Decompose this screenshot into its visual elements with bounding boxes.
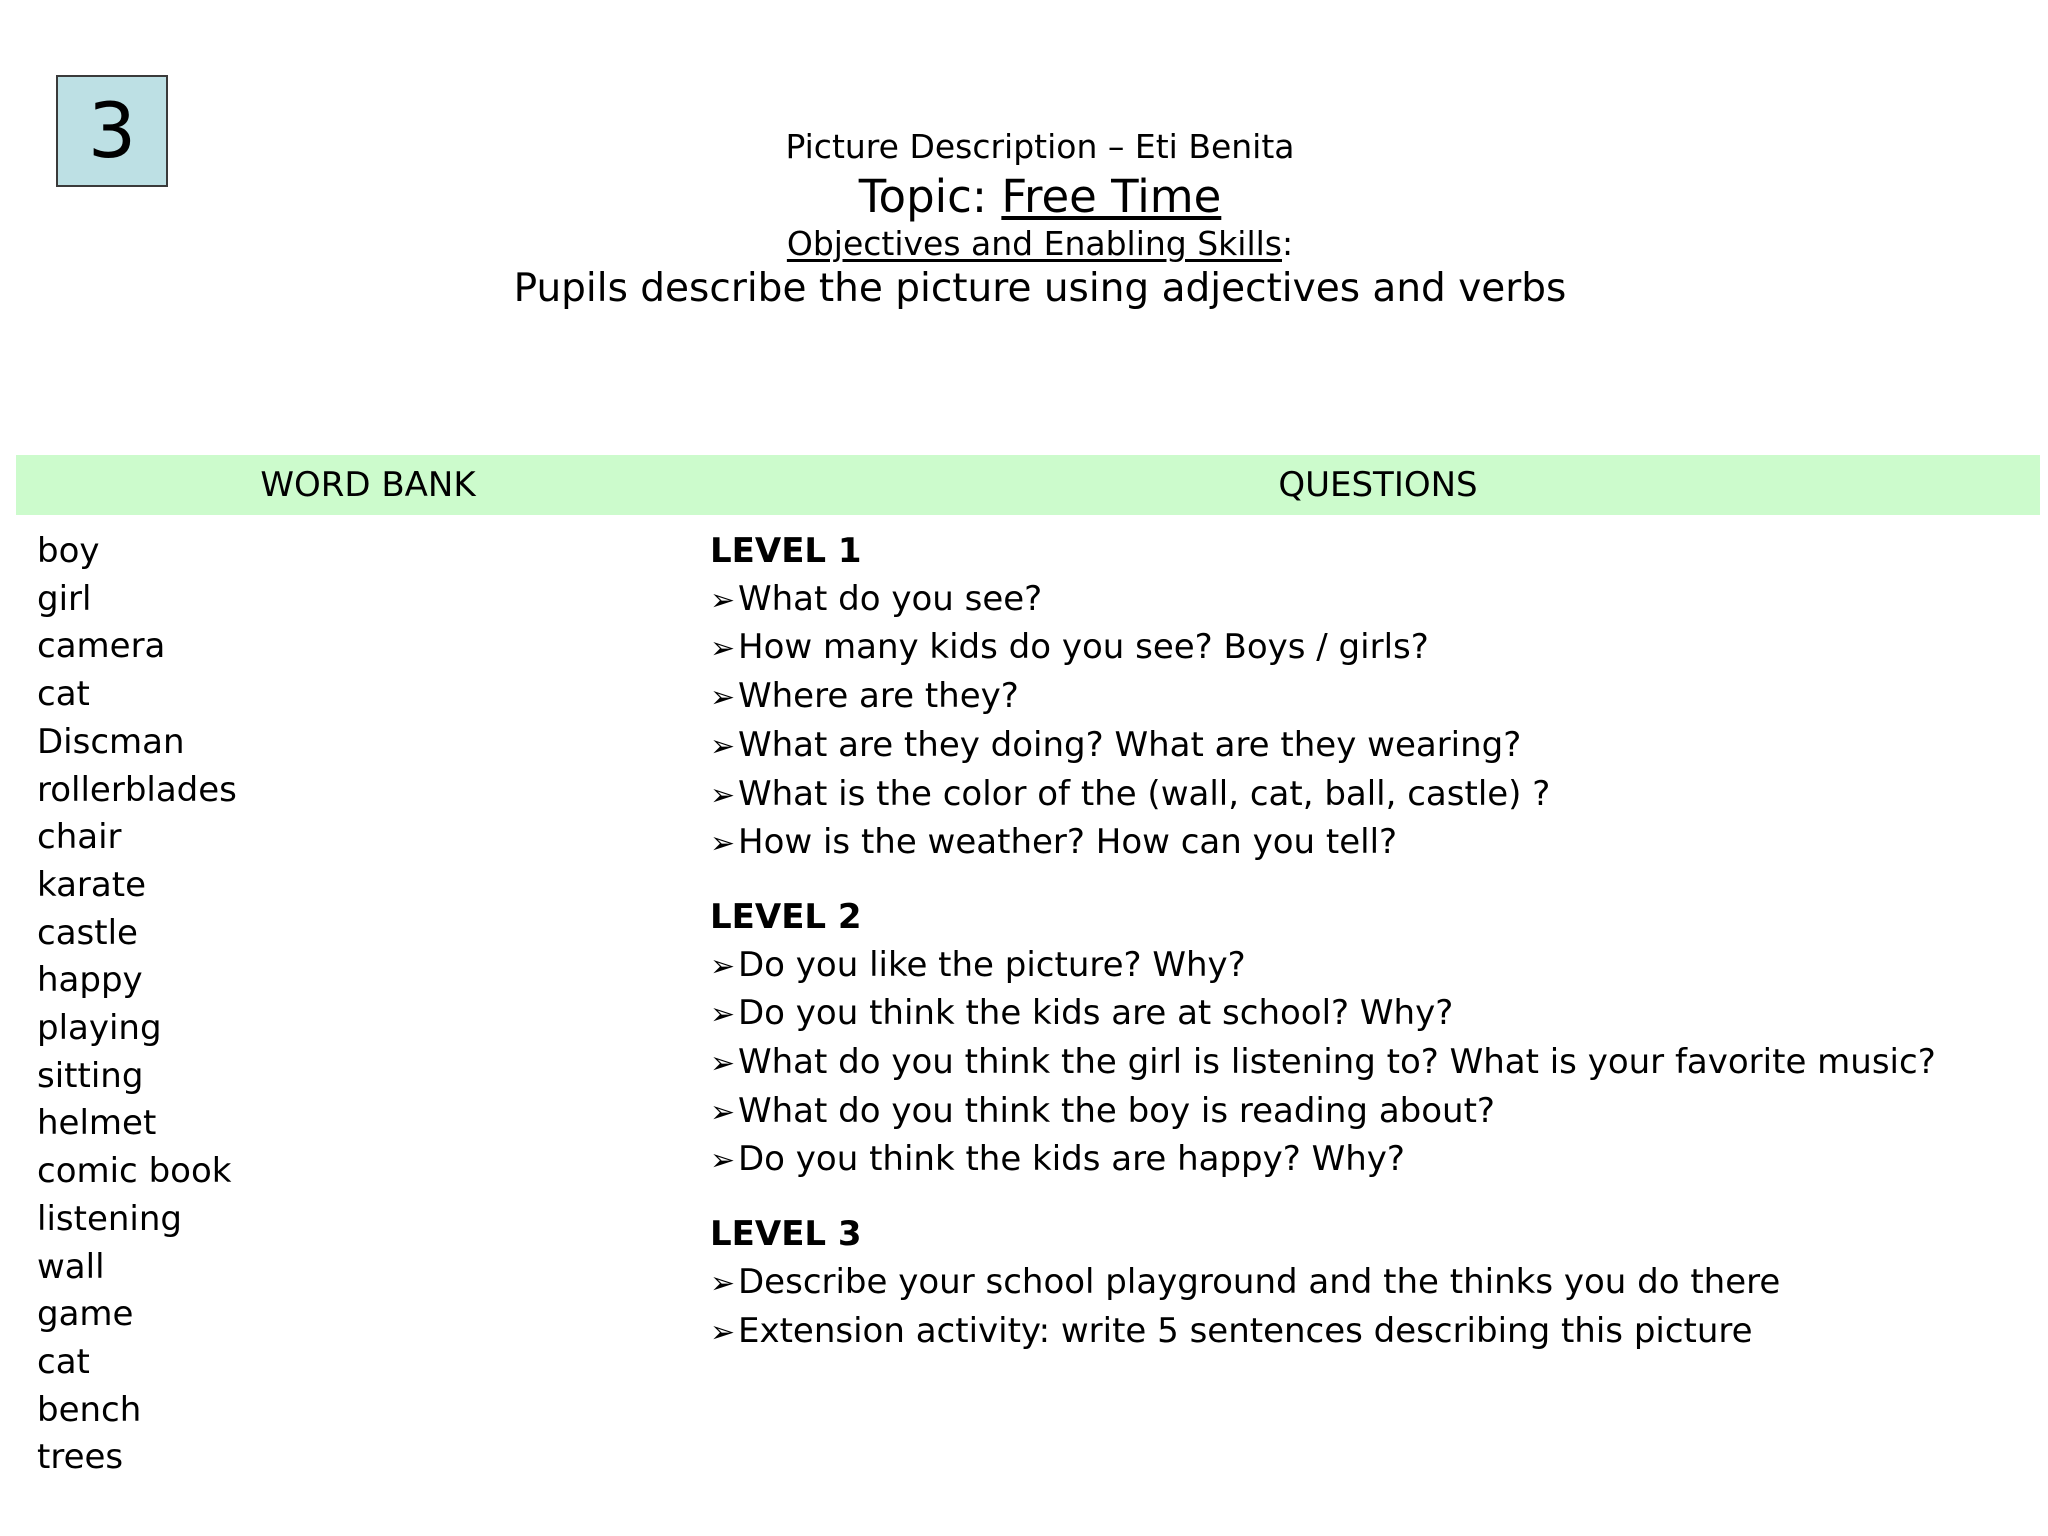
- question-item: ➢ How is the weather? How can you tell?: [710, 819, 1936, 868]
- document-title: Picture Description – Eti Benita: [785, 127, 1295, 166]
- word-bank-item: bench: [37, 1389, 142, 1430]
- level-spacer: [710, 868, 1936, 894]
- arrowhead-bullet-icon: ➢: [710, 582, 736, 618]
- word-bank-heading: WORD BANK: [260, 465, 476, 505]
- question-item: ➢ Describe your school playground and the thinks you do there: [710, 1259, 1936, 1308]
- topic-line: [16, 170, 2048, 223]
- word-bank-item: rollerblades: [37, 769, 237, 810]
- question-item: ➢ What do you see?: [710, 576, 1936, 625]
- word-bank-item: listening: [37, 1198, 182, 1239]
- question-item: ➢ Extension activity: write 5 sentences describing this picture: [710, 1308, 1936, 1357]
- arrowhead-bullet-icon: ➢: [710, 1314, 736, 1350]
- question-item: ➢ What is the color of the (wall, cat, ball, castle) ?: [710, 771, 1936, 820]
- arrowhead-bullet-icon: ➢: [710, 728, 736, 764]
- question-item: ➢ What are they doing? What are they wearing?: [710, 722, 1936, 771]
- word-bank-item: helmet: [37, 1103, 157, 1144]
- level-spacer: [710, 1185, 1936, 1211]
- level-1-title: LEVEL 1: [710, 531, 862, 571]
- arrowhead-bullet-icon: ➢: [710, 631, 736, 667]
- topic-value: Free Time: [1001, 170, 1222, 223]
- word-bank-item: Discman: [37, 721, 185, 762]
- arrowhead-bullet-icon: ➢: [710, 777, 736, 813]
- objectives-label: Objectives and Enabling Skills: [786, 224, 1282, 263]
- word-bank-item: happy: [37, 960, 143, 1001]
- word-bank-item: chair: [37, 817, 122, 858]
- question-item: ➢ Do you like the picture? Why?: [710, 942, 1936, 991]
- section-header-band: [16, 455, 2040, 515]
- topic-label: Topic:: [858, 170, 1002, 223]
- word-bank-item: camera: [37, 626, 166, 667]
- objective-text: Pupils describe the picture using adjectives and verbs: [513, 266, 1567, 311]
- arrowhead-bullet-icon: ➢: [710, 1094, 736, 1130]
- word-bank-item: sitting: [37, 1055, 144, 1096]
- word-bank-item: wall: [37, 1246, 105, 1287]
- question-item: ➢ How many kids do you see? Boys / girls?: [710, 624, 1936, 673]
- level-3-questions: [710, 1259, 1936, 1356]
- arrowhead-bullet-icon: ➢: [710, 997, 736, 1033]
- question-item: ➢ Do you think the kids are at school? Why?: [710, 990, 1936, 1039]
- questions-section: [710, 528, 1936, 1356]
- question-item: ➢ Do you think the kids are happy? Why?: [710, 1136, 1936, 1185]
- word-bank-list: [37, 528, 237, 1482]
- arrowhead-bullet-icon: ➢: [710, 680, 736, 716]
- questions-heading: QUESTIONS: [1278, 465, 1478, 505]
- level-3-title: LEVEL 3: [710, 1214, 862, 1255]
- word-bank-item: karate: [37, 864, 146, 905]
- question-item: ➢ What do you think the girl is listening to? What is your favorite music?: [710, 1039, 1936, 1088]
- question-item: ➢ What do you think the boy is reading about?: [710, 1088, 1936, 1137]
- level-2-questions: [710, 942, 1936, 1186]
- word-bank-item: girl: [37, 578, 92, 619]
- word-bank-item: cat: [37, 1341, 90, 1382]
- arrowhead-bullet-icon: ➢: [710, 948, 736, 984]
- objectives-heading: [16, 224, 2048, 263]
- arrowhead-bullet-icon: ➢: [710, 1143, 736, 1179]
- word-bank-item: playing: [37, 1008, 162, 1049]
- level-1-questions: [710, 576, 1936, 868]
- word-bank-item: comic book: [37, 1151, 232, 1192]
- question-item: ➢ Where are they?: [710, 673, 1936, 722]
- arrowhead-bullet-icon: ➢: [710, 1265, 736, 1301]
- level-2-title: LEVEL 2: [710, 896, 862, 937]
- word-bank-item: trees: [37, 1437, 124, 1478]
- word-bank-item: castle: [37, 912, 138, 953]
- slide-number: 3: [87, 86, 137, 175]
- arrowhead-bullet-icon: ➢: [710, 826, 736, 862]
- word-bank-item: boy: [37, 531, 100, 571]
- objectives-colon: :: [1282, 224, 1294, 263]
- word-bank-item: cat: [37, 674, 90, 715]
- word-bank-item: game: [37, 1294, 134, 1335]
- arrowhead-bullet-icon: ➢: [710, 1046, 736, 1082]
